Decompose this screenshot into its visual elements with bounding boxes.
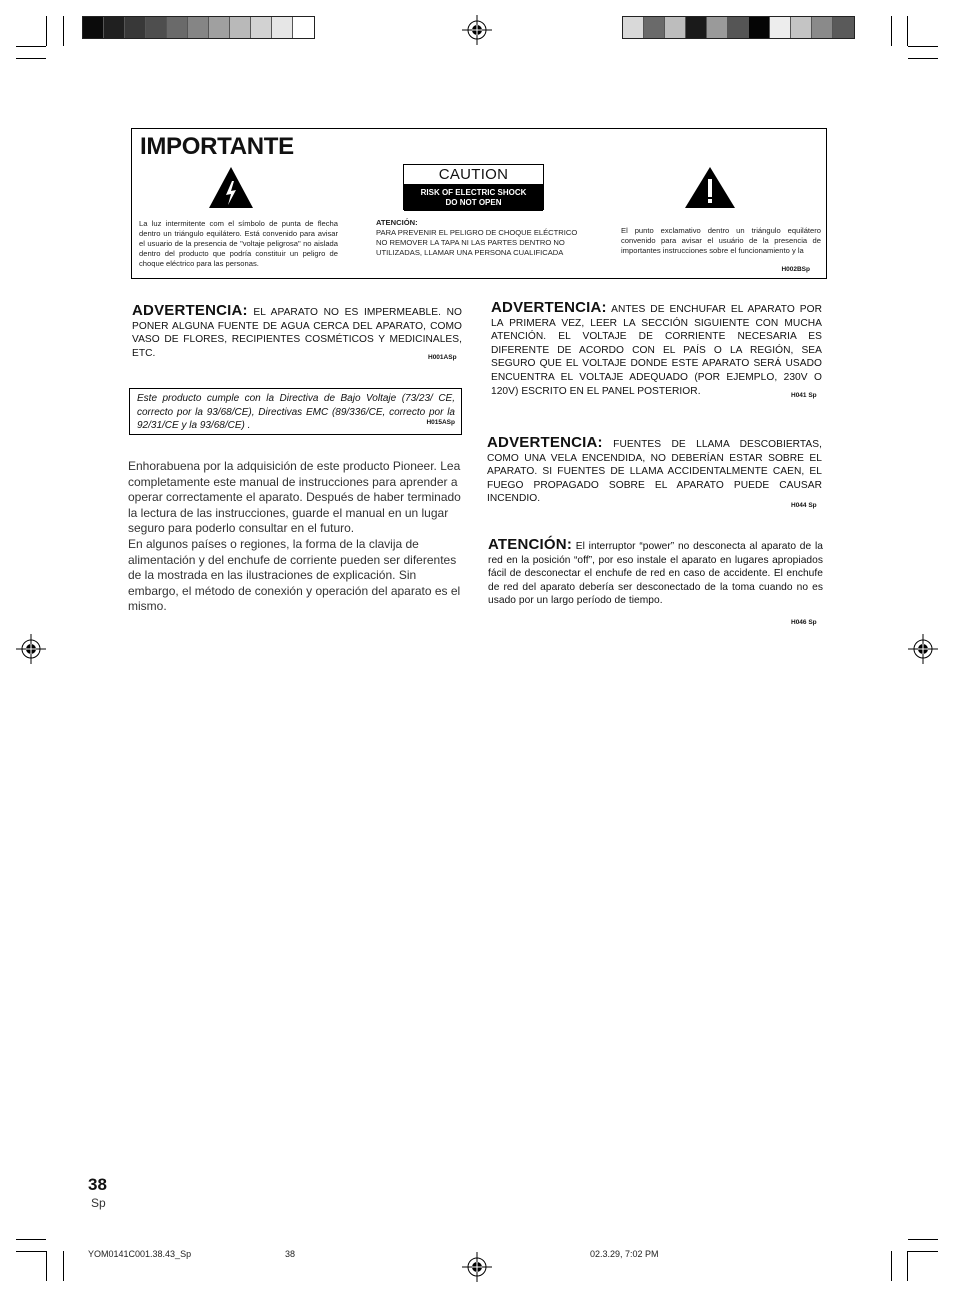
warning-waterproof <box>132 304 462 360</box>
warning-voltage <box>491 301 822 398</box>
atencion-text: El interruptor “power” no desconecta al aparato de la red en la posición “off”, por eso instale el aparato en lugares apropiados fácil de desconectar el enchufe de red en caso de accidente. El enchufe de red del aparato debería ser desconectado de la toma cuando no es usado por un largo período de tiempo. <box>488 541 823 607</box>
color-swatch <box>230 17 251 38</box>
color-swatch <box>272 17 293 38</box>
warning-heading: ADVERTENCIA: <box>491 299 607 316</box>
footer-datetime: 02.3.29, 7:02 PM <box>590 1249 659 1259</box>
color-swatch <box>833 17 854 38</box>
exclamation-warning-icon <box>684 166 736 209</box>
warning-heading: ADVERTENCIA: <box>132 302 248 319</box>
atencion-power <box>488 538 823 608</box>
color-swatch <box>209 17 230 38</box>
caution-label <box>403 164 544 210</box>
color-swatch <box>188 17 209 38</box>
registration-target-icon <box>908 634 938 664</box>
lightning-warning-icon <box>208 166 254 209</box>
warning-text: FUENTES DE LLAMA DESCOBIERTAS, COMO UNA VELA ENCENDIDA, NO DEBERÍAN ESTAR SOBRE EL APARATO. SI FUENTES DE LLAMA ACCIDENTALMENTE CAEN, EL FUEGO PROPAGADO SOBRE EL APARATO PUEDE CAUSAR INCENDIO. <box>487 439 822 505</box>
color-swatch <box>686 17 707 38</box>
color-swatch <box>83 17 104 38</box>
importante-code: H002BSp <box>781 266 810 273</box>
intro-paragraph-2: En algunos países o regiones, la forma de la clavija de alimentación y del enchufe de corriente pueden ser diferentes de la mostrada en las ilustraciones de explicación. Sin embargo, el método de conexión y operación del aparato es el mismo. <box>128 536 461 614</box>
atencion-notice <box>376 218 590 258</box>
warning-heading: ADVERTENCIA: <box>487 434 603 451</box>
caution-line-2: DO NOT OPEN <box>445 198 502 207</box>
atencion-heading: ATENCIÓN: <box>488 536 573 553</box>
intro-text <box>128 459 468 615</box>
color-swatch <box>644 17 665 38</box>
warning-text: ANTES DE ENCHUFAR EL APARATO POR LA PRIMERA VEZ, LEER LA SECCIÓN SIGUIENTE CON MUCHA ATENCIÓN. EL VOLTAJE DE CORRIENTE NECESARIA ES DIFERENTE DE ACORDO CON EL PAÍS O LA REGIÓN, SEA SEGURO QUE EL VOLTAJE DONDE ESTE APARATO SERÁ USADO ENCUENTRA EL VOLTAJE ADEQUADO (POR EJEMPLO, 230V O 120V) ESCRITO EN EL PANEL POSTERIOR. <box>491 304 822 397</box>
color-swatch <box>167 17 188 38</box>
importante-title: IMPORTANTE <box>140 133 294 160</box>
color-swatch <box>791 17 812 38</box>
color-swatch <box>770 17 791 38</box>
color-calibration-strip-right <box>622 16 855 39</box>
footer-filename: YOM0141C001.38.43_Sp <box>88 1249 192 1259</box>
caution-subtitle <box>404 185 543 211</box>
color-swatch <box>104 17 125 38</box>
color-swatch <box>707 17 728 38</box>
atencion-notice-text: PARA PREVENIR EL PELIGRO DE CHOQUE ELÉCTRICO NO REMOVER LA TAPA NI LAS PARTES DENTRO NO UTILIZADAS, LLAMAR UNA PERSONA CUALIFICADA <box>376 228 578 257</box>
ce-notice-code: H015ASp <box>426 419 455 427</box>
color-swatch <box>251 17 272 38</box>
color-swatch <box>665 17 686 38</box>
lightning-description: La luz intermitente com el símbolo de punta de flecha dentro un triángulo equilátero. Está convenido para avisar el usuario de la presencia de "voltaje peligrosa" no aislada dentro del producto que podría constituir un peligro de choque eléctrico para las personas. <box>139 219 338 268</box>
ce-notice-box <box>129 388 462 435</box>
importante-box <box>131 128 827 279</box>
registration-target-icon <box>16 634 46 664</box>
exclamation-description: El punto exclamativo dentro un triángulo equilátero convenido para avisar el usuário de la presencia de importantes instrucciones sobre el funcionamiento y la <box>621 226 821 255</box>
color-swatch <box>125 17 146 38</box>
ce-notice-text: Este producto cumple con la Directiva de Bajo Voltaje (73/23/ CE, correcto por la 93/68/CE), Directivas EMC (89/336/CE, correcto por la 92/31/CE y la 93/68/CE) . <box>137 393 455 432</box>
warning-flame <box>487 436 822 506</box>
color-swatch <box>293 17 314 38</box>
registration-target-icon <box>462 15 492 45</box>
color-swatch <box>812 17 833 38</box>
warning-code: H001ASp <box>428 354 457 361</box>
footer-page: 38 <box>285 1249 296 1259</box>
color-calibration-strip-left <box>82 16 315 39</box>
warning-code: H041 Sp <box>791 392 817 399</box>
color-swatch <box>623 17 644 38</box>
caution-title: CAUTION <box>404 165 543 185</box>
registration-target-icon <box>462 1252 492 1282</box>
atencion-code: H046 Sp <box>791 619 817 626</box>
caution-line-1: RISK OF ELECTRIC SHOCK <box>420 188 527 197</box>
warning-code: H044 Sp <box>791 502 817 509</box>
page-language: Sp <box>91 1196 106 1210</box>
warning-text: EL APARATO NO ES IMPERMEABLE. NO PONER ALGUNA FUENTE DE AGUA CERCA DEL APARATO, COMO VASO DE FLORES, RECIPIENTES COSMÉTICOS Y MEDICINALES, ETC. <box>132 307 462 359</box>
page-number: 38 <box>88 1175 107 1194</box>
intro-paragraph-1: Enhorabuena por la adquisición de este producto Pioneer. Lea completamente este manual de instrucciones para aprender a operar correctamente el aparato. Después de haber terminado la lectura de las instrucciones, guarde el manual en un lugar seguro para poderlo consultar en el futuro. <box>128 459 461 536</box>
color-swatch <box>146 17 167 38</box>
color-swatch <box>728 17 749 38</box>
atencion-notice-label: ATENCIÓN: <box>376 218 418 227</box>
color-swatch <box>749 17 770 38</box>
